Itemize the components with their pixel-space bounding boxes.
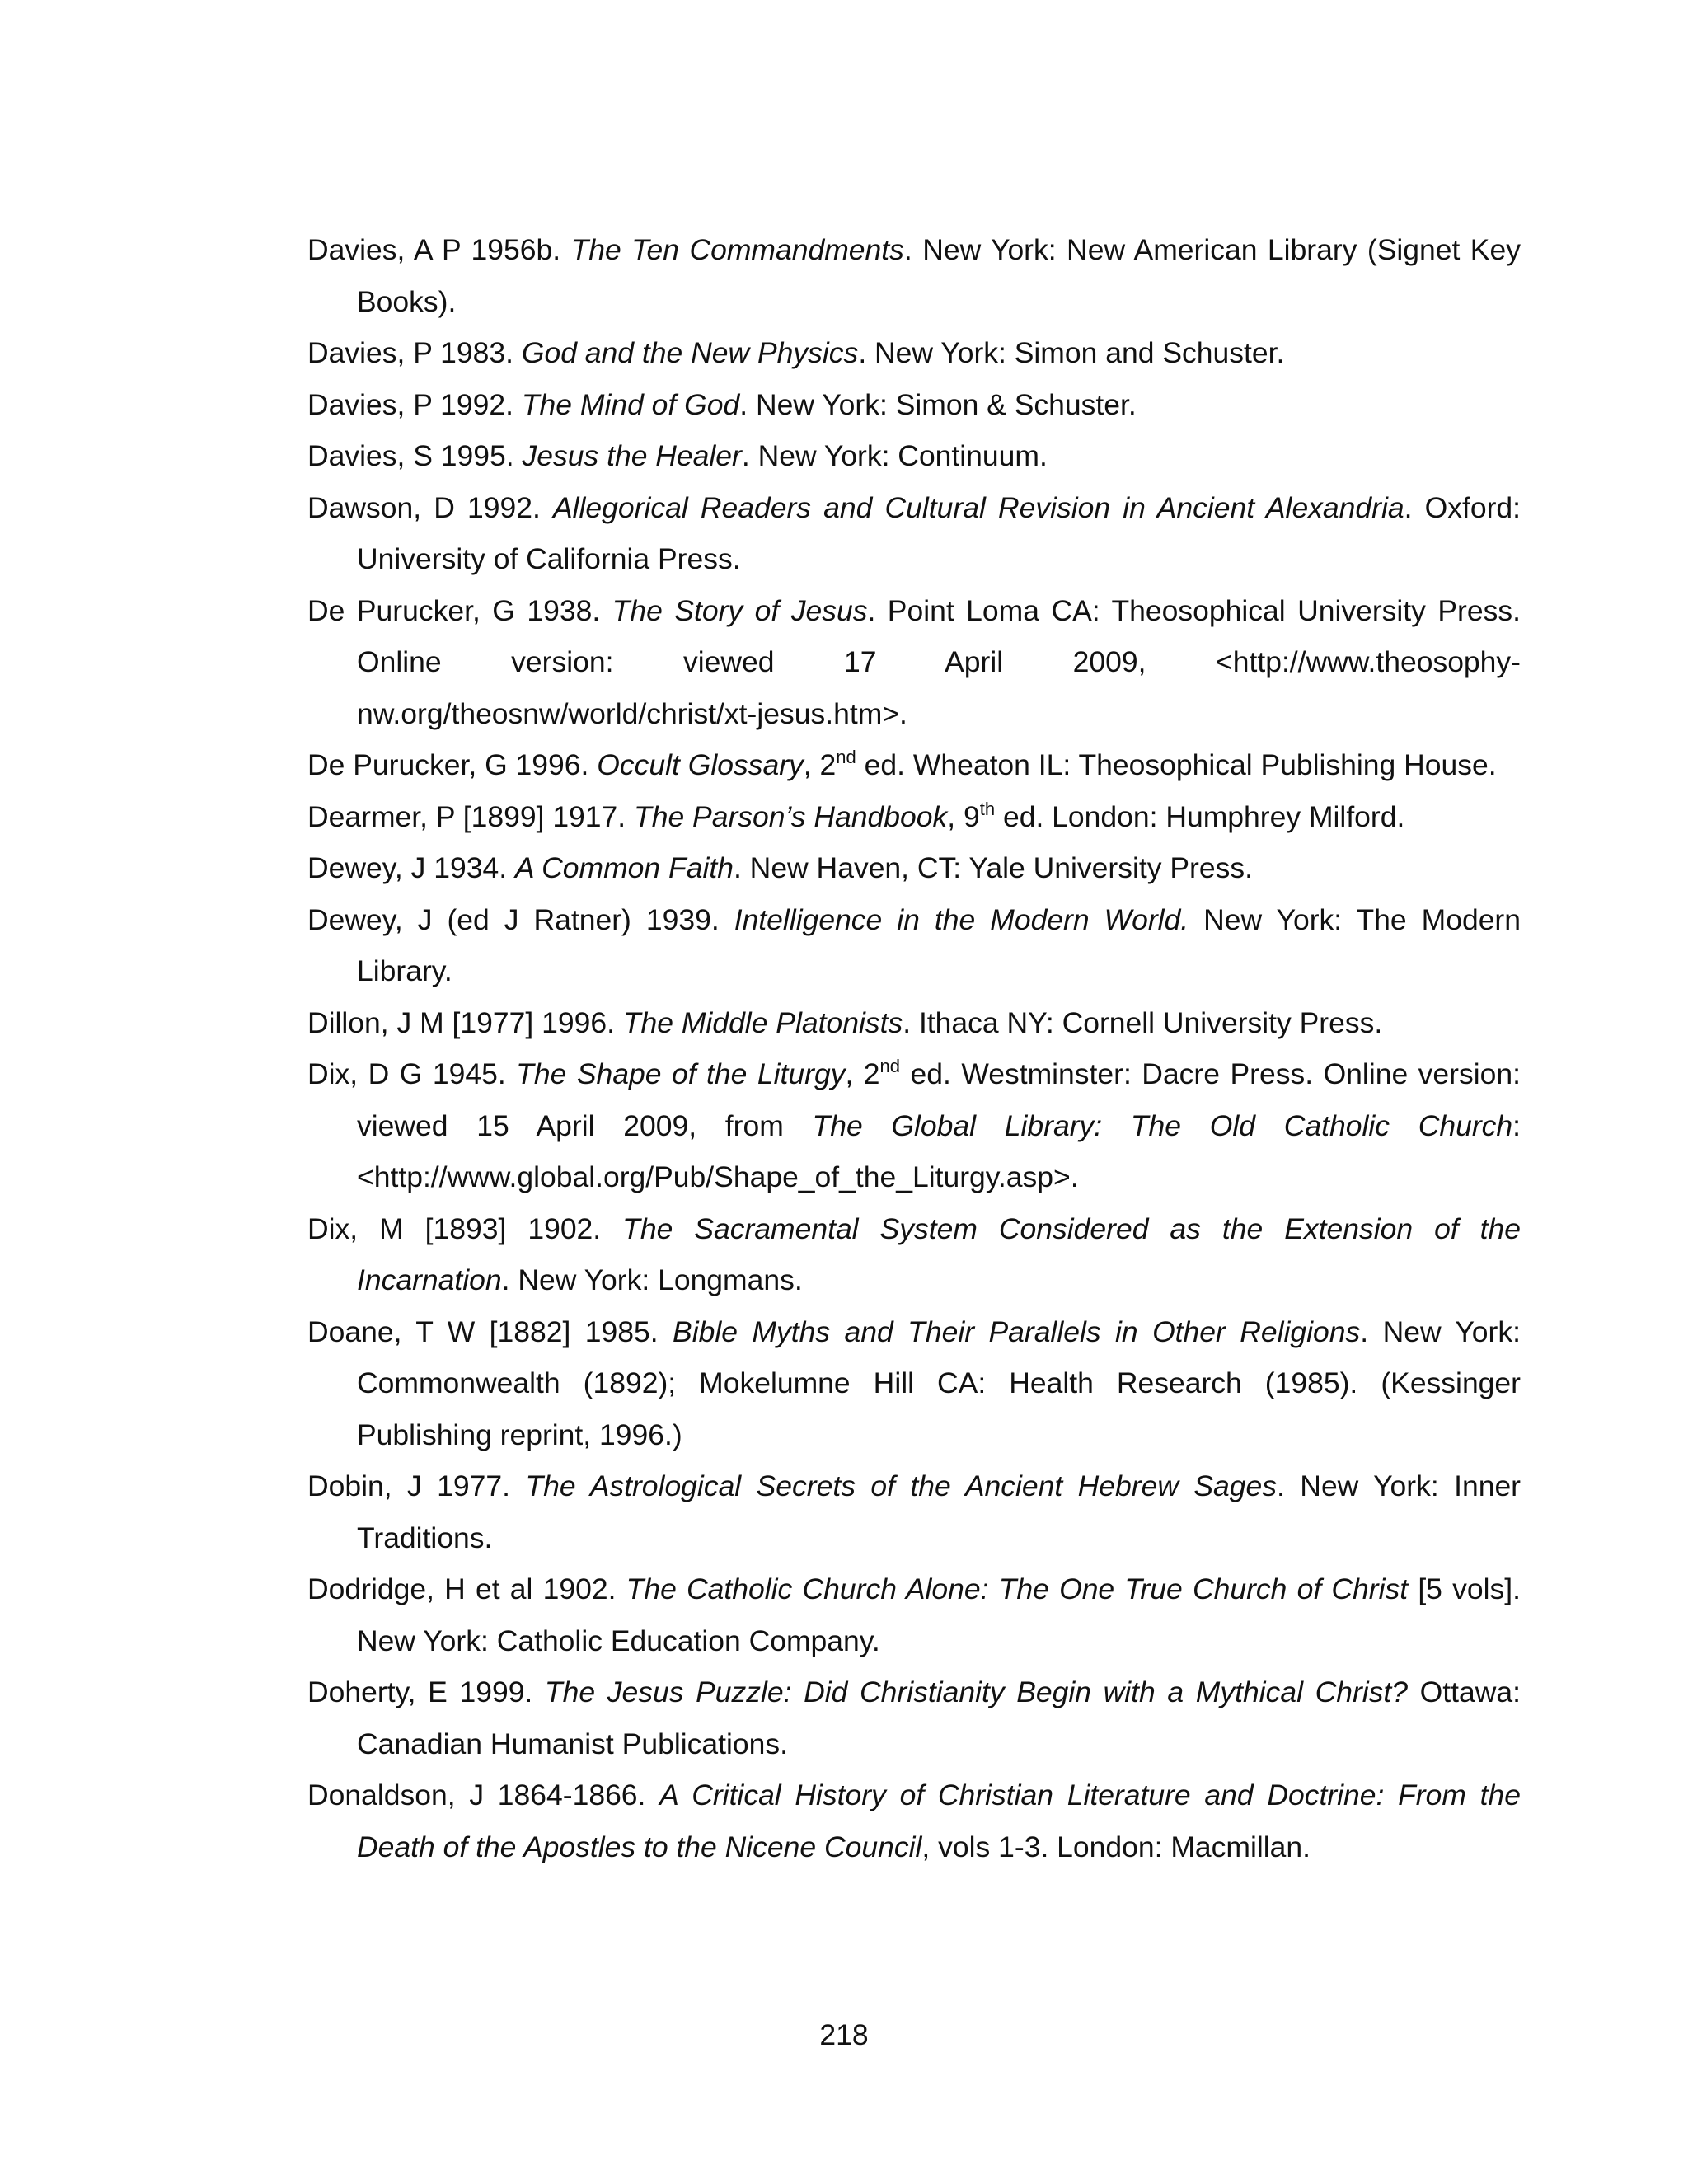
reference-entry: Dawson, D 1992. Allegorical Readers and Cultural Revision in Ancient Alexandria. Oxford: University of California Press. <box>307 490 1522 575</box>
reference-entry: Dobin, J 1977. The Astrological Secrets of the Ancient Hebrew Sages. New York: Inner Traditions. <box>307 1469 1522 1554</box>
reference-entry: Doane, T W [1882] 1985. Bible Myths and Their Parallels in Other Religions. New York: Commonwealth (1892); Mokelumne Hill CA: Health Research (1985). (Kessinger Publishing reprint, 1996.) <box>307 1315 1521 1451</box>
reference-entry: De Purucker, G 1938. The Story of Jesus. Point Loma CA: Theosophical University Press. Online version: viewed 17 April 2009, <http://www.theosophy-nw.org/theosnw/world/christ/xt-jesus.htm>. <box>307 593 1521 730</box>
reference-entry: Davies, S 1995. Jesus the Healer. New York: Continuum. <box>307 439 1048 472</box>
reference-entry: Donaldson, J 1864-1866. A Critical History of Christian Literature and Doctrine: From the Death of the Apostles to the Nicene Council, vols 1-3. London: Macmillan. <box>307 1779 1521 1863</box>
reference-entry: Dillon, J M [1977] 1996. The Middle Platonists. Ithaca NY: Cornell University Press. <box>307 1005 1383 1039</box>
page-number: 218 <box>819 2018 869 2051</box>
reference-entry: Davies, P 1983. God and the New Physics. New York: Simon and Schuster. <box>307 336 1285 369</box>
reference-entry: Dewey, J 1934. A Common Faith. New Haven, CT: Yale University Press. <box>307 851 1253 884</box>
reference-entry: Doherty, E 1999. The Jesus Puzzle: Did Christianity Begin with a Mythical Christ? Ottawa: Canadian Humanist Publications. <box>307 1675 1521 1760</box>
reference-entry: De Purucker, G 1996. Occult Glossary, 2nd ed. Wheaton IL: Theosophical Publishing House. <box>307 747 1497 781</box>
reference-entry: Dearmer, P [1899] 1917. The Parson’s Handbook, 9th ed. London: Humphrey Milford. <box>307 798 1405 833</box>
reference-entry: Davies, A P 1956b. The Ten Commandments. New York: New American Library (Signet Key Books). <box>307 233 1521 318</box>
reference-entry: Dix, M [1893] 1902. The Sacramental System Considered as the Extension of the Incarnation. New York: Longmans. <box>307 1212 1521 1296</box>
reference-entry: Dodridge, H et al 1902. The Catholic Church Alone: The One True Church of Christ [5 vols]. New York: Catholic Education Company. <box>307 1572 1521 1657</box>
reference-entry: Dewey, J (ed J Ratner) 1939. Intelligence in the Modern World. New York: The Modern Library. <box>307 902 1521 987</box>
reference-entry: Dix, D G 1945. The Shape of the Liturgy, 2nd ed. Westminster: Dacre Press. Online version: viewed 15 April 2009, from The Global Library: The Old Catholic Church: <http://www.global.org/Pub/Shape_of_the_Liturgy.asp>. <box>307 1056 1522 1193</box>
reference-entry: Davies, P 1992. The Mind of God. New York: Simon & Schuster. <box>307 387 1137 421</box>
bibliography-page <box>307 224 1521 1872</box>
